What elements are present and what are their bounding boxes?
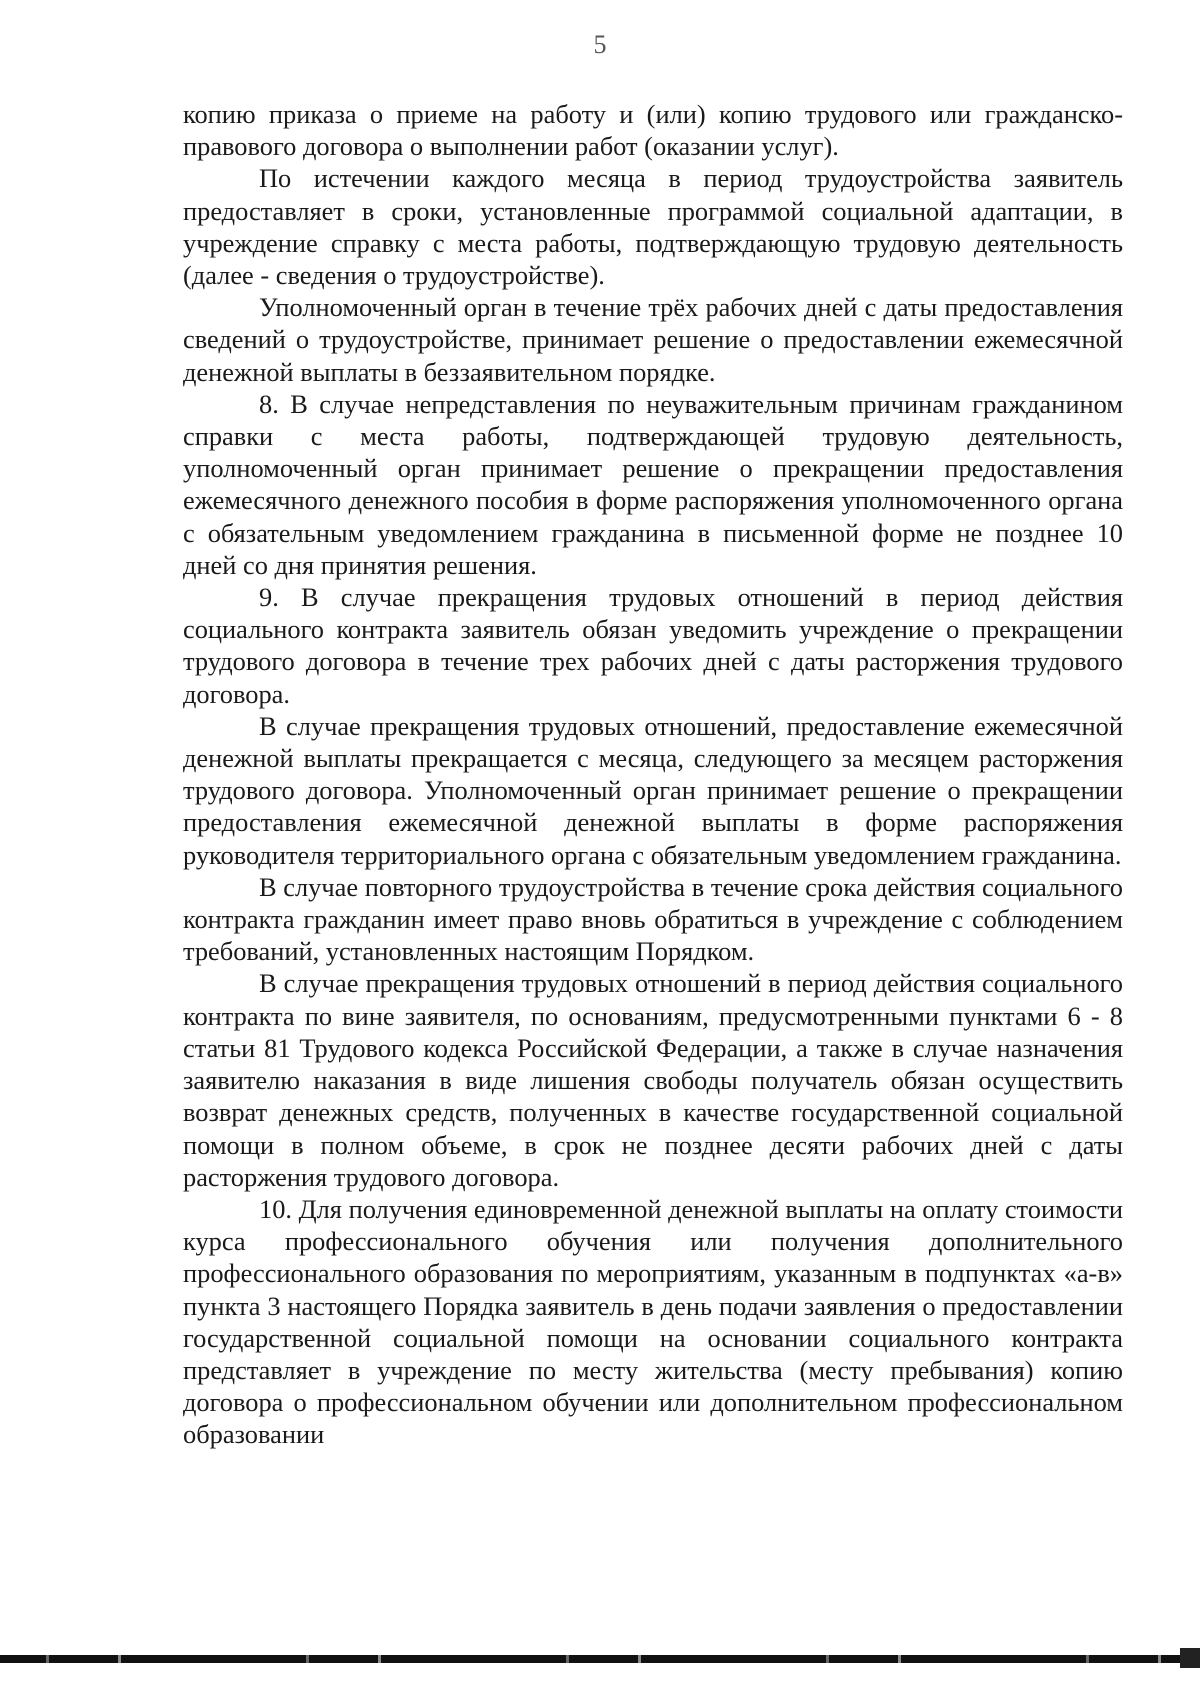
paragraph-refund: В случае прекращения трудовых отношений в период действия социального контракта по вине заявителя, по основаниям, предусмотренными пунктами 6 - 8 статьи 81 Трудового кодекса Российской Федерации, а также в случае назначения заявителю наказания в виде лишения свободы получатель обязан осуществить возврат денежных средств, полученных в качестве государственной социальной помощи в полном объеме, в срок не позднее десяти рабочих дней с даты расторжения трудового договора. [183,968,1123,1192]
scan-edge-mark [1180,1648,1200,1668]
document-body [183,98,1123,1451]
paragraph-reemployment: В случае повторного трудоустройства в течение срока действия социального контракта гражданин имеет право вновь обратиться в учреждение с соблюдением требований, установленных настоящим Порядком. [183,871,1123,967]
paragraph-item-8: 8. В случае непредставления по неуважительным причинам гражданином справки с места работы, подтверждающей трудовую деятельность, уполномоченный орган принимает решение о прекращении предоставления ежемесячного денежного пособия в форме распоряжения уполномоченного органа с обязательным уведомлением гражданина в письменной форме не позднее 10 дней со дня принятия решения. [183,388,1123,580]
paragraph-monthly-report: По истечении каждого месяца в период трудоустройства заявитель предоставляет в сроки, установленные программой социальной адаптации, в учреждение справку с места работы, подтверждающую трудовую деятельность (далее - сведения о трудоустройстве). [183,163,1123,291]
scan-edge-bar [0,1655,1200,1663]
paragraph-termination: В случае прекращения трудовых отношений, предоставление ежемесячной денежной выплаты прекращается с месяца, следующего за месяцем расторжения трудового договора. Уполномоченный орган принимает решение о прекращении предоставления ежемесячной денежной выплаты в форме распоряжения руководителя территориального органа с обязательным уведомлением гражданина. [183,710,1123,870]
page-number: 5 [593,30,607,59]
paragraph-item-9: 9. В случае прекращения трудовых отношений в период действия социального контракта заявитель обязан уведомить учреждение о прекращении трудового договора в течение трех рабочих дней с даты расторжения трудового договора. [183,582,1123,709]
paragraph-authority-decision: Уполномоченный орган в течение трёх рабочих дней с даты предоставления сведений о трудоустройстве, принимает решение о предоставлении ежемесячной денежной выплаты в беззаявительном порядке. [183,292,1123,387]
paragraph-continuation: копию приказа о приеме на работу и (или) копию трудового или гражданско-правового договора о выполнении работ (оказании услуг). [183,99,1123,162]
paragraph-item-10: 10. Для получения единовременной денежной выплаты на оплату стоимости курса профессионального обучения или получения дополнительного профессионального образования по мероприятиям, указанным в подпунктах «а-в» пункта 3 настоящего Порядка заявитель в день подачи заявления о предоставлении государственной социальной помощи на основании социального контракта представляет в учреждение по месту жительства (месту пребывания) копию договора о профессиональном обучении или дополнительном профессиональном образовании [183,1193,1123,1450]
